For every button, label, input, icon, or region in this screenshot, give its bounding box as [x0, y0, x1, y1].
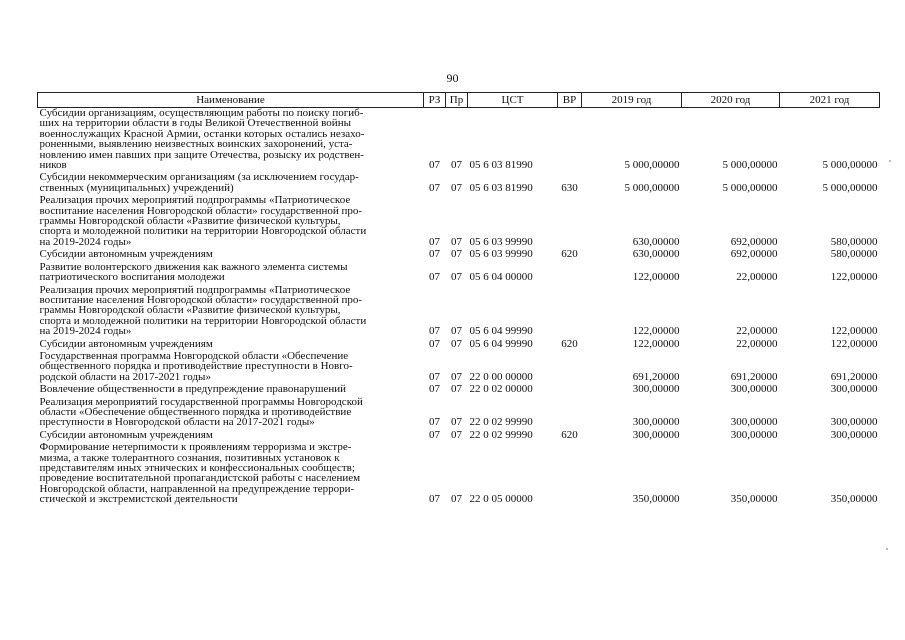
row-2020: 22,00000: [736, 271, 778, 284]
row-cst: 05 6 04 99990: [469, 337, 533, 350]
row-2021: 580,00000: [830, 235, 878, 248]
row-name-line: воспитание населения Новгородской области» государственной про-: [39, 204, 363, 217]
row-vr: [558, 440, 582, 504]
row-2021: 5 000,00000: [822, 159, 878, 172]
row-name-line: общественного порядка и противодействие преступности в Новго-: [39, 360, 353, 373]
row-vr: 620: [561, 337, 578, 350]
header-2020: 2020 год: [682, 93, 780, 108]
table-row: [38, 428, 880, 440]
row-cst: 22 0 05 00000: [469, 493, 533, 506]
row-name-line: Реализация прочих мероприятий подпрограммы «Патриотическое: [39, 283, 351, 296]
row-cst: 05 6 03 99990: [469, 235, 533, 248]
row-rz: 07: [429, 383, 440, 396]
row-pr: 07: [451, 428, 462, 441]
table-row: [38, 395, 880, 428]
row-pr: 07: [451, 370, 462, 383]
row-pr: 07: [451, 235, 462, 248]
row-name: [38, 283, 424, 337]
row-name-line: военнослужащих Красной Армии, останки которых остались незахо-: [39, 127, 365, 140]
row-2020: 692,00000: [730, 235, 778, 248]
row-pr: 07: [451, 159, 462, 172]
row-name-line: Развитие волонтерского движения как важного элемента системы: [39, 260, 348, 273]
row-pr: 07: [451, 325, 462, 338]
row-name: [38, 170, 424, 193]
row-rz: 07: [429, 428, 440, 441]
row-name-line: Реализация прочих мероприятий подпрограммы «Патриотическое: [39, 194, 351, 207]
row-name-line: Новгородской области, направленной на предупреждение террори-: [39, 482, 355, 495]
table-row: [38, 337, 880, 349]
row-name: [38, 382, 424, 394]
row-2021: 691,20000: [830, 370, 878, 383]
row-vr: 620: [561, 248, 578, 261]
scan-speck: [889, 160, 891, 162]
table-row: [38, 440, 880, 504]
table-row: [38, 260, 880, 283]
row-name-line: Субсидии автономным учреждениям: [39, 428, 213, 441]
row-name-line: граммы Новгородской области «Развитие физической культуры,: [39, 304, 341, 317]
row-vr: [558, 283, 582, 337]
row-pr: 07: [451, 416, 462, 429]
row-rz: 07: [429, 271, 440, 284]
row-rz: 07: [429, 181, 440, 194]
table-row: [38, 283, 880, 337]
row-name-line: области «Обеспечение общественного порядка и противодействие: [39, 405, 352, 418]
row-2019: 122,00000: [632, 325, 680, 338]
row-name: [38, 395, 424, 428]
row-2020: 300,00000: [730, 383, 778, 396]
table-body: [38, 108, 880, 505]
row-pr: 07: [451, 383, 462, 396]
row-2021: 122,00000: [830, 337, 878, 350]
header-vr: ВР: [558, 93, 582, 108]
row-2021: 300,00000: [830, 428, 878, 441]
header-rz: РЗ: [424, 93, 446, 108]
row-name-line: представителям иных этнических и конфессиональных сообществ;: [39, 462, 355, 474]
row-pr: 07: [451, 493, 462, 506]
row-name-line: Вовлечение общественности в предупреждение правонарушений: [39, 383, 347, 396]
row-name-line: воспитание населения Новгородской области» государственной про-: [39, 293, 363, 306]
row-2019: 5 000,00000: [624, 181, 680, 194]
row-name-line: на 2019-2024 годы»: [39, 235, 132, 248]
row-2019: 691,20000: [632, 370, 680, 383]
row-name-line: Формирование нетерпимости к проявлениям терроризма и экстре-: [39, 441, 352, 454]
row-name: [38, 260, 424, 283]
row-rz: 07: [429, 493, 440, 506]
table-row: [38, 247, 880, 259]
row-vr: 630: [561, 181, 578, 194]
row-name-line: новлению имен павших при защите Отечества, розыску их родствен-: [39, 148, 364, 161]
row-name-line: Субсидии автономным учреждениям: [39, 248, 213, 261]
row-cst: 05 6 04 99990: [469, 325, 533, 338]
row-2020: 300,00000: [730, 416, 778, 429]
table-row: [38, 349, 880, 382]
row-vr: [558, 349, 582, 382]
row-2020: 22,00000: [736, 337, 778, 350]
row-cst: 22 0 02 00000: [469, 383, 533, 396]
row-name: [38, 108, 424, 171]
table-row: [38, 170, 880, 193]
row-rz: 07: [429, 159, 440, 172]
row-name-line: Субсидии организациям, осуществляющим работы по поиску погиб-: [39, 107, 364, 119]
row-2020: 692,00000: [730, 248, 778, 261]
row-2019: 5 000,00000: [624, 159, 680, 172]
row-2021: 300,00000: [830, 416, 878, 429]
row-name-line: Субсидии некоммерческим организациям (за исключением государ-: [39, 171, 359, 184]
row-name-line: на 2019-2024 годы»: [39, 325, 132, 338]
row-vr: [558, 382, 582, 394]
row-name-line: ственных (муниципальных) учреждений): [39, 181, 234, 194]
row-name-line: Субсидии автономным учреждениям: [39, 337, 213, 350]
row-2019: 300,00000: [632, 428, 680, 441]
row-name: [38, 193, 424, 247]
table-row: [38, 108, 880, 171]
table-row: [38, 193, 880, 247]
row-rz: 07: [429, 337, 440, 350]
row-name-line: Реализация мероприятий государственной программы Новгородской: [39, 395, 363, 408]
row-2021: 5 000,00000: [822, 181, 878, 194]
row-2021: 350,00000: [830, 493, 878, 506]
header-pr: Пр: [446, 93, 468, 108]
row-cst: 22 0 00 00000: [469, 370, 533, 383]
row-2020: 5 000,00000: [722, 181, 778, 194]
row-cst: 05 6 03 99990: [469, 248, 533, 261]
row-vr: [558, 395, 582, 428]
row-2020: 22,00000: [736, 325, 778, 338]
row-rz: 07: [429, 248, 440, 261]
row-name-line: спорта и молодежной политики на территории Новгородской области: [39, 225, 367, 238]
row-pr: 07: [451, 181, 462, 194]
header-cst: ЦСТ: [468, 93, 558, 108]
budget-table: [37, 92, 880, 505]
row-pr: 07: [451, 337, 462, 350]
row-2019: 300,00000: [632, 416, 680, 429]
row-name-line: родской области на 2017-2021 годы»: [39, 370, 211, 383]
header-2021: 2021 год: [780, 93, 880, 108]
row-vr: [558, 260, 582, 283]
row-2020: 350,00000: [730, 493, 778, 506]
row-pr: 07: [451, 248, 462, 261]
row-2021: 580,00000: [830, 248, 878, 261]
header-name: Наименование: [38, 93, 424, 108]
row-name-line: граммы Новгородской области «Развитие физической культуры,: [39, 215, 341, 228]
row-vr: [558, 193, 582, 247]
row-cst: 22 0 02 99990: [469, 428, 533, 441]
row-2020: 691,20000: [730, 370, 778, 383]
row-cst: 05 6 03 81990: [469, 159, 533, 172]
row-2021: 122,00000: [830, 325, 878, 338]
row-name-line: ших на территории области в годы Великой Отечественной войны: [39, 117, 351, 130]
row-2019: 122,00000: [632, 337, 680, 350]
row-name-line: патриотического воспитания молодежи: [39, 271, 225, 284]
header-row: [38, 93, 880, 108]
row-2019: 630,00000: [632, 235, 680, 248]
row-name-line: Государственная программа Новгородской области «Обеспечение: [39, 349, 349, 362]
row-pr: 07: [451, 271, 462, 284]
scan-speck: [886, 548, 888, 550]
row-2020: 300,00000: [730, 428, 778, 441]
row-cst: 22 0 02 99990: [469, 416, 533, 429]
row-name: [38, 247, 424, 259]
row-2019: 300,00000: [632, 383, 680, 396]
page-number: 90: [446, 71, 459, 85]
header-2019: 2019 год: [582, 93, 682, 108]
row-cst: 05 6 04 00000: [469, 271, 533, 284]
row-name: [38, 349, 424, 382]
row-rz: 07: [429, 416, 440, 429]
row-name-line: спорта и молодежной политики на территории Новгородской области: [39, 314, 367, 327]
row-2021: 300,00000: [830, 383, 878, 396]
row-name-line: ников: [39, 159, 67, 172]
row-name: [38, 428, 424, 440]
row-2019: 350,00000: [632, 493, 680, 506]
row-vr: 620: [561, 428, 578, 441]
row-2019: 630,00000: [632, 248, 680, 261]
row-name-line: проведение воспитательной пропагандистской работы с населением: [39, 472, 361, 485]
row-name-line: стической и экстремистской деятельности: [39, 493, 238, 506]
row-name-line: роненными, выявлению неизвестных воинских захоронений, уста-: [39, 138, 353, 151]
row-rz: 07: [429, 235, 440, 248]
row-vr: [558, 108, 582, 171]
row-2019: 122,00000: [632, 271, 680, 284]
row-2021: 122,00000: [830, 271, 878, 284]
row-name: [38, 440, 424, 504]
row-name: [38, 337, 424, 349]
row-cst: 05 6 03 81990: [469, 181, 533, 194]
row-2020: 5 000,00000: [722, 159, 778, 172]
row-rz: 07: [429, 325, 440, 338]
row-name-line: мизма, а также толерантного сознания, позитивных установок к: [39, 451, 340, 464]
row-name-line: преступности в Новгородской области на 2017-2021 годы»: [39, 416, 315, 429]
row-rz: 07: [429, 370, 440, 383]
table-row: [38, 382, 880, 394]
